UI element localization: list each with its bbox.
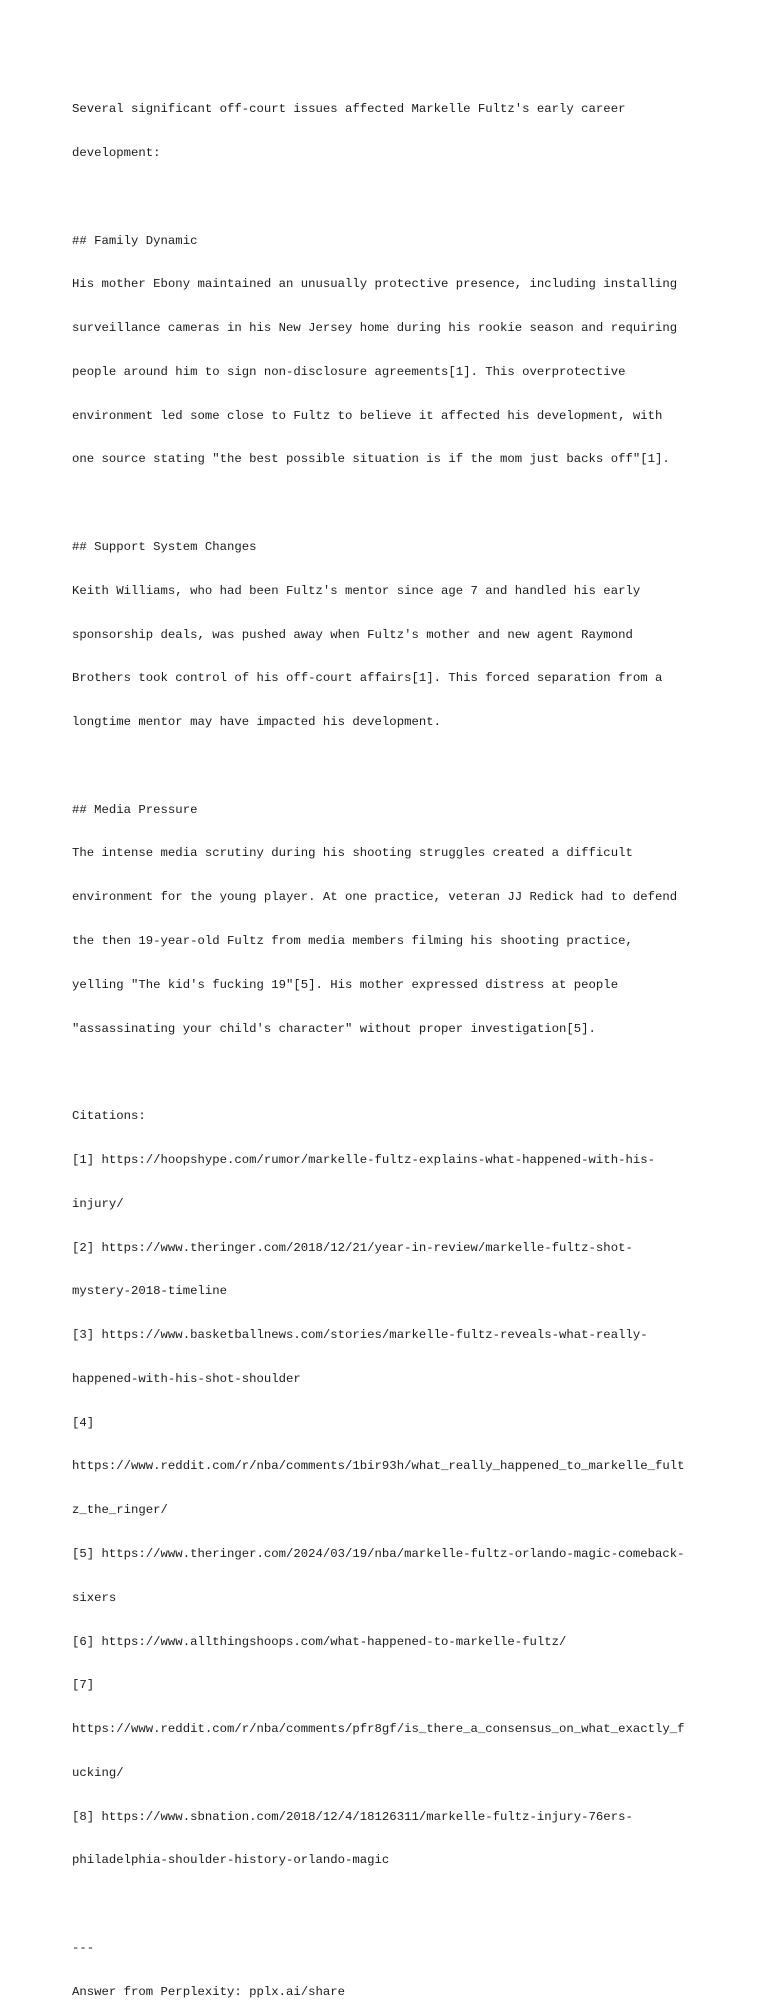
paragraph-line: Keith Williams, who had been Fultz's mentor since age 7 and handled his early (72, 583, 641, 598)
paragraph-line: longtime mentor may have impacted his development. (72, 715, 441, 730)
citation-line: [3] https://www.basketballnews.com/stories/markelle-fultz-reveals-what-really- (72, 1328, 648, 1343)
paragraph-line: surveillance cameras in his New Jersey home during his rookie season and requiring (72, 321, 678, 336)
citation-line: https://www.reddit.com/r/nba/comments/pfr8gf/is_there_a_consensus_on_what_exactly_f (72, 1722, 685, 1737)
paragraph-line: environment for the young player. At one practice, veteran JJ Redick had to defend (72, 890, 678, 905)
blank-line (72, 1897, 702, 1912)
separator-line: --- (72, 1941, 95, 1955)
paragraph-line: His mother Ebony maintained an unusually protective presence, including installing (72, 277, 678, 292)
citations-heading: Citations: (72, 1109, 146, 1124)
citation-line: sixers (72, 1590, 117, 1605)
citation-line: happened-with-his-shot-shoulder (72, 1371, 301, 1386)
paragraph-line: environment led some close to Fultz to believe it affected his development, with (72, 408, 663, 423)
citation-line: [5] https://www.theringer.com/2024/03/19/nba/markelle-fultz-orlando-magic-comeback- (72, 1546, 685, 1561)
citation-line: https://www.reddit.com/r/nba/comments/1bir93h/what_really_happened_to_markelle_fult (72, 1459, 685, 1474)
blank-line (72, 190, 702, 205)
section-heading-family-dynamic: ## Family Dynamic (72, 233, 198, 248)
paragraph-line: sponsorship deals, was pushed away when Fultz's mother and new agent Raymond (72, 627, 633, 642)
document-body (72, 73, 702, 2014)
citation-line: [8] https://www.sbnation.com/2018/12/4/18126311/markelle-fultz-injury-76ers- (72, 1809, 633, 1824)
paragraph-line: Brothers took control of his off-court affairs[1]. This forced separation from a (72, 671, 663, 686)
citation-line: [7] (72, 1678, 95, 1693)
section-heading-media-pressure: ## Media Pressure (72, 802, 198, 817)
paragraph-line: the then 19-year-old Fultz from media members filming his shooting practice, (72, 934, 633, 949)
paragraph-line: "assassinating your child's character" without proper investigation[5]. (72, 1021, 596, 1036)
blank-line (72, 1065, 702, 1080)
blank-line (72, 496, 702, 511)
blank-line (72, 759, 702, 774)
footer-attribution: Answer from Perplexity: pplx.ai/share (72, 1984, 346, 1999)
section-heading-support-system: ## Support System Changes (72, 540, 257, 554)
intro-line: Several significant off-court issues affected Markelle Fultz's early career (72, 102, 626, 117)
citation-line: mystery-2018-timeline (72, 1284, 227, 1299)
paragraph-line: yelling "The kid's fucking 19"[5]. His mother expressed distress at people (72, 977, 619, 992)
intro-line: development: (72, 145, 161, 160)
citation-line: [6] https://www.allthingshoops.com/what-happened-to-markelle-fultz/ (72, 1634, 567, 1649)
paragraph-line: one source stating "the best possible situation is if the mom just backs off"[1]. (72, 452, 670, 467)
paragraph-line: people around him to sign non-disclosure agreements[1]. This overprotective (72, 364, 626, 379)
citation-line: [2] https://www.theringer.com/2018/12/21/year-in-review/markelle-fultz-shot- (72, 1240, 633, 1255)
citation-line: injury/ (72, 1196, 124, 1211)
citation-line: philadelphia-shoulder-history-orlando-magic (72, 1853, 390, 1868)
citation-line: [1] https://hoopshype.com/rumor/markelle-fultz-explains-what-happened-with-his- (72, 1152, 655, 1167)
citation-line: z_the_ringer/ (72, 1503, 168, 1518)
citation-line: ucking/ (72, 1765, 124, 1780)
citation-line: [4] (72, 1415, 95, 1430)
paragraph-line: The intense media scrutiny during his shooting struggles created a difficult (72, 846, 633, 861)
